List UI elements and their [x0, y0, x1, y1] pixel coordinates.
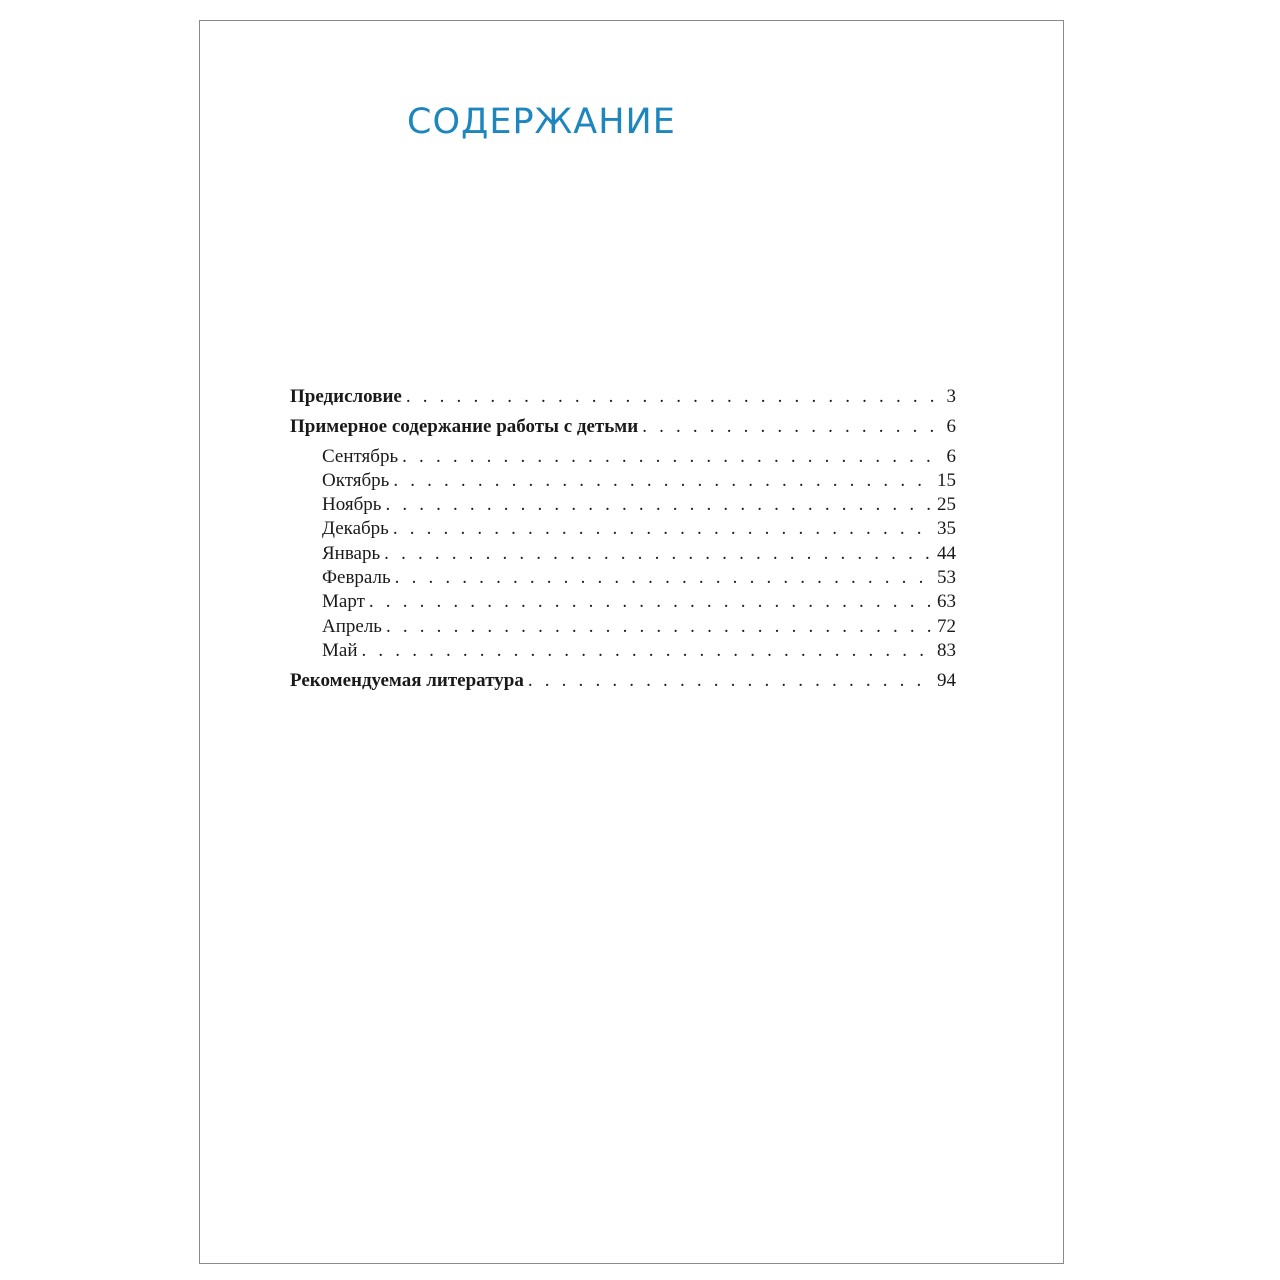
toc-page-number: 44: [937, 542, 956, 564]
toc-entry-january[interactable]: [290, 542, 956, 566]
toc-entry-label: Март: [322, 591, 365, 613]
toc-dot-leader: [384, 542, 933, 566]
toc-entry-label: Октябрь: [322, 469, 390, 491]
toc-entry-december[interactable]: [290, 517, 956, 541]
toc-entry-label: Февраль: [322, 567, 391, 589]
toc-entry-work-content[interactable]: [290, 415, 956, 439]
toc-entry-november[interactable]: [290, 493, 956, 517]
toc-entry-april[interactable]: [290, 615, 956, 639]
toc-dot-leader: [395, 566, 933, 590]
toc-entry-label: Рекомендуемая литература: [290, 669, 524, 691]
toc-entry-label: Январь: [322, 542, 381, 564]
page-title: СОДЕРЖАНИЕ: [407, 102, 676, 142]
toc-page-number: 35: [937, 518, 956, 540]
toc-entry-preface[interactable]: [290, 385, 956, 409]
toc-entry-label: Примерное содержание работы с детьми: [290, 415, 639, 437]
toc-entry-october[interactable]: [290, 469, 956, 493]
toc-entry-label: Декабрь: [322, 518, 389, 540]
toc-dot-leader: [406, 385, 940, 409]
toc-page-number: 3: [946, 386, 956, 407]
toc-dot-leader: [393, 469, 933, 493]
toc-page-number: 53: [937, 567, 956, 589]
toc-dot-leader: [393, 517, 933, 541]
toc-dot-leader: [402, 445, 940, 469]
toc-entry-label: Сентябрь: [322, 445, 399, 467]
toc-entry-label: Май: [322, 639, 358, 661]
toc-page-number: 63: [937, 591, 956, 613]
toc-page-number: 15: [937, 469, 956, 491]
toc-dot-leader: [642, 415, 940, 439]
toc-page-number: 94: [937, 669, 956, 691]
toc-page-number: 6: [946, 415, 956, 437]
table-of-contents: [290, 385, 956, 693]
toc-entry-may[interactable]: [290, 639, 956, 663]
toc-dot-leader: [369, 590, 933, 614]
toc-dot-leader: [362, 639, 934, 663]
toc-entry-recommended-literature[interactable]: [290, 669, 956, 693]
toc-page-number: 6: [946, 445, 956, 467]
toc-dot-leader: [528, 669, 933, 693]
toc-dot-leader: [386, 615, 933, 639]
toc-dot-leader: [385, 493, 933, 517]
toc-entry-label: Ноябрь: [322, 494, 382, 516]
toc-entry-march[interactable]: [290, 590, 956, 614]
toc-page-number: 83: [937, 639, 956, 661]
document-page: [199, 20, 1064, 1264]
toc-entry-label: Предисловие: [290, 386, 402, 407]
toc-page-number: 72: [937, 615, 956, 637]
toc-entry-september[interactable]: [290, 445, 956, 469]
toc-entry-february[interactable]: [290, 566, 956, 590]
toc-entry-label: Апрель: [322, 615, 382, 637]
toc-page-number: 25: [937, 494, 956, 516]
